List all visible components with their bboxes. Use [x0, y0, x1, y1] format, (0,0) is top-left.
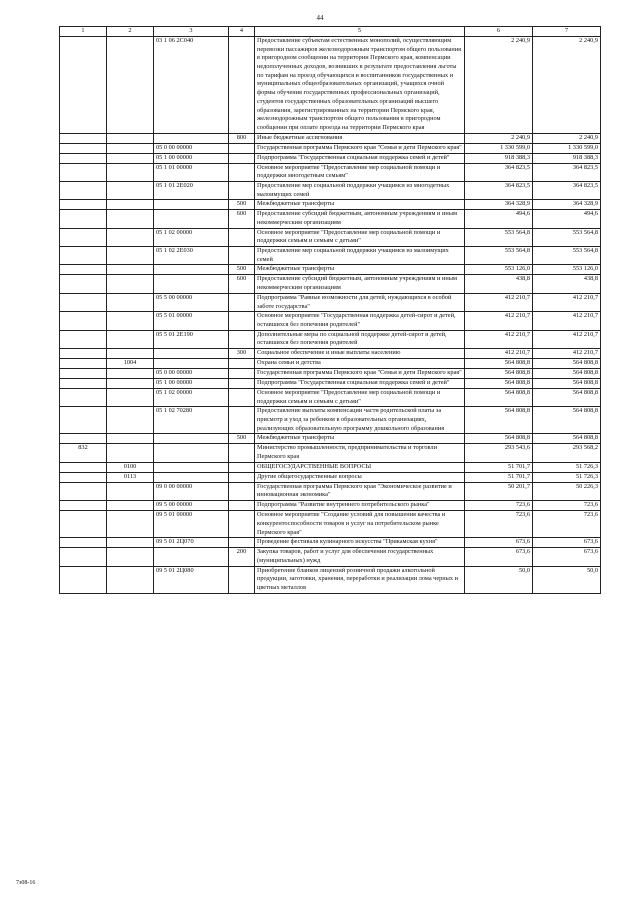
ministry-code [60, 275, 107, 293]
amount-col-6: 673,6 [465, 548, 533, 566]
amount-col-7: 364 328,9 [533, 200, 601, 210]
amount-col-7: 51 726,3 [533, 462, 601, 472]
section-code [107, 37, 154, 134]
expense-type [229, 181, 255, 199]
ministry-code: 832 [60, 444, 107, 462]
header-col-1: 1 [60, 27, 107, 37]
item-name: Подпрограмма "Государственная социальная поддержка семей и детей" [255, 153, 465, 163]
item-name: Дополнительные меры по социальной поддержке детей-сирот и детей, оставшихся без попечения родителей [255, 330, 465, 348]
target-article [154, 444, 229, 462]
table-row [60, 358, 601, 368]
expense-type [229, 368, 255, 378]
amount-col-6: 564 808,8 [465, 378, 533, 388]
amount-col-6: 564 808,8 [465, 358, 533, 368]
amount-col-7: 51 726,3 [533, 472, 601, 482]
ministry-code [60, 358, 107, 368]
item-name: Другие общегосударственные вопросы [255, 472, 465, 482]
item-name: Основное мероприятие "Предоставление мер социальной помощи и поддержки семьям и семьям с детьми" [255, 388, 465, 406]
table-row [60, 330, 601, 348]
amount-col-6: 364 328,9 [465, 200, 533, 210]
item-name: Государственная программа Пермского края "Семья и дети Пермского края" [255, 368, 465, 378]
amount-col-7: 918 388,3 [533, 153, 601, 163]
target-article: 05 0 00 00000 [154, 143, 229, 153]
expense-type [229, 228, 255, 246]
ministry-code [60, 143, 107, 153]
table-row [60, 37, 601, 134]
item-name: Социальное обеспечение и иные выплаты населению [255, 348, 465, 358]
table-row [60, 482, 601, 500]
amount-col-6: 564 808,8 [465, 388, 533, 406]
amount-col-7: 50 226,3 [533, 482, 601, 500]
expense-type: 500 [229, 434, 255, 444]
amount-col-7: 50,0 [533, 566, 601, 593]
amount-col-6: 2 240,9 [465, 133, 533, 143]
expense-type [229, 538, 255, 548]
table-row [60, 434, 601, 444]
section-code [107, 163, 154, 181]
section-code [107, 200, 154, 210]
ministry-code [60, 181, 107, 199]
section-code [107, 434, 154, 444]
target-article: 05 1 00 00000 [154, 378, 229, 388]
ministry-code [60, 200, 107, 210]
section-code [107, 511, 154, 538]
item-name: Иные бюджетные ассигнования [255, 133, 465, 143]
table-row [60, 153, 601, 163]
table-row [60, 348, 601, 358]
amount-col-6: 553 126,0 [465, 265, 533, 275]
header-col-4: 4 [229, 27, 255, 37]
item-name: Предоставление мер социальной поддержки учащимся из многодетных малоимущих семей [255, 181, 465, 199]
table-row [60, 444, 601, 462]
section-code [107, 501, 154, 511]
target-article: 05 1 02 00000 [154, 228, 229, 246]
header-col-5: 5 [255, 27, 465, 37]
item-name: Проведение фестиваля кулинарного искусства "Прикамская кухня" [255, 538, 465, 548]
page-number: 44 [316, 14, 324, 22]
amount-col-6: 293 543,6 [465, 444, 533, 462]
item-name: Государственная программа Пермского края "Экономическое развитие и инновационная экономика" [255, 482, 465, 500]
target-article [154, 472, 229, 482]
expense-type [229, 330, 255, 348]
item-name: Предоставление выплаты компенсации части родительской платы за присмотр и уход за ребенком в образовательных организациях, реализующих образовательную программу дошкольного образования [255, 407, 465, 434]
ministry-code [60, 312, 107, 330]
ministry-code [60, 163, 107, 181]
item-name: Основное мероприятие "Предоставление мер социальной помощи и поддержки семьям и семьям с детьми" [255, 228, 465, 246]
table-row [60, 388, 601, 406]
section-code [107, 407, 154, 434]
table-row [60, 163, 601, 181]
expense-type [229, 462, 255, 472]
amount-col-6: 2 240,9 [465, 37, 533, 134]
table-row [60, 200, 601, 210]
target-article: 05 1 00 00000 [154, 153, 229, 163]
expense-type [229, 482, 255, 500]
target-article: 09 5 01 2Ц070 [154, 538, 229, 548]
amount-col-7: 412 210,7 [533, 348, 601, 358]
amount-col-6: 412 210,7 [465, 312, 533, 330]
target-article: 05 1 02 00000 [154, 388, 229, 406]
target-article: 05 5 01 00000 [154, 312, 229, 330]
target-article: 05 5 00 00000 [154, 293, 229, 311]
item-name: Министерство промышленности, предпринимательства и торговли Пермского края [255, 444, 465, 462]
target-article [154, 210, 229, 228]
amount-col-7: 438,8 [533, 275, 601, 293]
target-article [154, 348, 229, 358]
expense-type [229, 378, 255, 388]
section-code [107, 228, 154, 246]
ministry-code [60, 330, 107, 348]
expense-type [229, 163, 255, 181]
item-name: Подпрограмма "Государственная социальная поддержка семей и детей" [255, 378, 465, 388]
header-col-3: 3 [154, 27, 229, 37]
target-article: 09 5 01 2Ц080 [154, 566, 229, 593]
target-article [154, 434, 229, 444]
ministry-code [60, 501, 107, 511]
table-row [60, 407, 601, 434]
amount-col-7: 723,6 [533, 511, 601, 538]
item-name: Предоставление субсидий бюджетным, автономным учреждениям и иным некоммерческим организациям [255, 210, 465, 228]
expense-type: 600 [229, 275, 255, 293]
expense-type: 800 [229, 133, 255, 143]
item-name: Государственная программа Пермского края "Семья и дети Пермского края" [255, 143, 465, 153]
amount-col-6: 438,8 [465, 275, 533, 293]
target-article [154, 275, 229, 293]
table-row [60, 312, 601, 330]
expense-type: 500 [229, 265, 255, 275]
table-row [60, 143, 601, 153]
table-row [60, 378, 601, 388]
budget-table [59, 26, 601, 594]
amount-col-7: 723,6 [533, 501, 601, 511]
item-name: Основное мероприятие "Создание условий для повышения качества и конкурентоспособности товаров и услуг на потребительском рынке Пермского края" [255, 511, 465, 538]
amount-col-6: 50 201,7 [465, 482, 533, 500]
section-code [107, 368, 154, 378]
expense-type [229, 312, 255, 330]
ministry-code [60, 482, 107, 500]
table-row [60, 210, 601, 228]
ministry-code [60, 407, 107, 434]
expense-type: 200 [229, 548, 255, 566]
amount-col-7: 412 210,7 [533, 312, 601, 330]
target-article [154, 265, 229, 275]
amount-col-6: 494,6 [465, 210, 533, 228]
target-article: 09 5 01 00000 [154, 511, 229, 538]
footer-code: 7з08-16 [16, 880, 36, 886]
ministry-code [60, 434, 107, 444]
expense-type [229, 358, 255, 368]
ministry-code [60, 265, 107, 275]
table-row [60, 462, 601, 472]
ministry-code [60, 133, 107, 143]
header-col-2: 2 [107, 27, 154, 37]
expense-type [229, 501, 255, 511]
target-article: 03 1 06 2С040 [154, 37, 229, 134]
target-article: 09 0 00 00000 [154, 482, 229, 500]
target-article [154, 200, 229, 210]
expense-type [229, 247, 255, 265]
item-name: Межбюджетные трансферты [255, 200, 465, 210]
ministry-code [60, 472, 107, 482]
section-code [107, 210, 154, 228]
expense-type: 300 [229, 348, 255, 358]
amount-col-6: 553 564,8 [465, 228, 533, 246]
amount-col-7: 564 808,8 [533, 368, 601, 378]
section-code: 0100 [107, 462, 154, 472]
expense-type [229, 293, 255, 311]
expense-type [229, 388, 255, 406]
item-name: Основное мероприятие "Предоставление мер социальной помощи и поддержки многодетным семьям" [255, 163, 465, 181]
table-row [60, 228, 601, 246]
amount-col-6: 364 823,5 [465, 163, 533, 181]
expense-type: 500 [229, 200, 255, 210]
expense-type [229, 472, 255, 482]
amount-col-6: 364 823,5 [465, 181, 533, 199]
amount-col-6: 412 210,7 [465, 330, 533, 348]
section-code [107, 444, 154, 462]
amount-col-6: 51 701,7 [465, 472, 533, 482]
target-article: 05 5 01 2Е190 [154, 330, 229, 348]
amount-col-7: 412 210,7 [533, 293, 601, 311]
amount-col-6: 553 564,8 [465, 247, 533, 265]
section-code [107, 538, 154, 548]
section-code [107, 275, 154, 293]
amount-col-6: 564 808,8 [465, 434, 533, 444]
ministry-code [60, 153, 107, 163]
amount-col-7: 564 808,8 [533, 378, 601, 388]
item-name: Приобретение бланков лицензий розничной продажи алкогольной продукции, заготовки, хранения, переработки и реализации лома черных и цветных металлов [255, 566, 465, 593]
amount-col-7: 564 808,8 [533, 407, 601, 434]
amount-col-6: 51 701,7 [465, 462, 533, 472]
target-article [154, 133, 229, 143]
section-code [107, 133, 154, 143]
ministry-code [60, 368, 107, 378]
item-name: Предоставление субъектам естественных монополий, осуществляющим перевозки пассажиров железнодорожным транспортом общего пользования в пригородном сообщении на территории Пермского края, компенсации недополученных доходов, возникших в результате предоставления льготы по тарифам на проезд обучающихся и воспитанников государственных и муниципальных общеобразовательных организаций, учащихся очной формы обучения государственных профессиональных организаций, студентов государственных образовательных организаций высшего образования, зарегистрированных на территории Пермского края, железнодорожным транспортом общего пользования в пригородном сообщении при оплате проезда на территории Пермского края [255, 37, 465, 134]
item-name: Закупка товаров, работ и услуг для обеспечения государственных (муниципальных) нужд [255, 548, 465, 566]
expense-type [229, 444, 255, 462]
amount-col-7: 1 330 599,0 [533, 143, 601, 153]
expense-type [229, 407, 255, 434]
amount-col-6: 918 388,3 [465, 153, 533, 163]
section-code [107, 348, 154, 358]
table-row [60, 566, 601, 593]
table-row [60, 538, 601, 548]
section-code [107, 388, 154, 406]
amount-col-6: 723,6 [465, 501, 533, 511]
expense-type [229, 511, 255, 538]
section-code [107, 143, 154, 153]
header-col-6: 6 [465, 27, 533, 37]
amount-col-6: 1 330 599,0 [465, 143, 533, 153]
item-name: Подпрограмма "Развитие внутреннего потребительского рынка" [255, 501, 465, 511]
ministry-code [60, 388, 107, 406]
ministry-code [60, 228, 107, 246]
expense-type [229, 143, 255, 153]
item-name: Межбюджетные трансферты [255, 434, 465, 444]
amount-col-7: 2 240,9 [533, 37, 601, 134]
item-name: Предоставление мер социальной поддержки учащимся из малоимущих семей [255, 247, 465, 265]
header-col-7: 7 [533, 27, 601, 37]
amount-col-7: 293 568,2 [533, 444, 601, 462]
item-name: Основное мероприятие "Государственная поддержка детей-сирот и детей, оставшихся без попечения родителей" [255, 312, 465, 330]
ministry-code [60, 210, 107, 228]
amount-col-7: 494,6 [533, 210, 601, 228]
target-article [154, 358, 229, 368]
amount-col-7: 673,6 [533, 548, 601, 566]
table-body [60, 37, 601, 594]
ministry-code [60, 378, 107, 388]
target-article [154, 462, 229, 472]
item-name: ОБЩЕГОСУДАРСТВЕННЫЕ ВОПРОСЫ [255, 462, 465, 472]
target-article [154, 548, 229, 566]
ministry-code [60, 566, 107, 593]
amount-col-6: 564 808,8 [465, 407, 533, 434]
expense-type [229, 153, 255, 163]
amount-col-7: 564 808,8 [533, 434, 601, 444]
target-article: 09 5 00 00000 [154, 501, 229, 511]
section-code: 1004 [107, 358, 154, 368]
target-article: 05 1 01 00000 [154, 163, 229, 181]
item-name: Межбюджетные трансферты [255, 265, 465, 275]
table-row [60, 548, 601, 566]
section-code [107, 181, 154, 199]
amount-col-6: 412 210,7 [465, 348, 533, 358]
target-article: 05 0 00 00000 [154, 368, 229, 378]
ministry-code [60, 247, 107, 265]
section-code: 0113 [107, 472, 154, 482]
item-name: Подпрограмма "Равные возможности для детей, нуждающихся в особой заботе государства" [255, 293, 465, 311]
table-row [60, 275, 601, 293]
amount-col-6: 723,6 [465, 511, 533, 538]
amount-col-6: 564 808,8 [465, 368, 533, 378]
section-code [107, 482, 154, 500]
header-row [60, 27, 601, 37]
amount-col-7: 364 823,5 [533, 163, 601, 181]
table-row [60, 133, 601, 143]
section-code [107, 247, 154, 265]
section-code [107, 153, 154, 163]
table-row [60, 472, 601, 482]
amount-col-7: 412 210,7 [533, 330, 601, 348]
ministry-code [60, 548, 107, 566]
amount-col-7: 564 808,8 [533, 388, 601, 406]
expense-type [229, 37, 255, 134]
table-row [60, 368, 601, 378]
expense-type: 600 [229, 210, 255, 228]
table-row [60, 293, 601, 311]
section-code [107, 378, 154, 388]
target-article: 05 1 02 2Е030 [154, 247, 229, 265]
amount-col-7: 364 823,5 [533, 181, 601, 199]
section-code [107, 566, 154, 593]
target-article: 05 1 02 70280 [154, 407, 229, 434]
amount-col-7: 2 240,9 [533, 133, 601, 143]
section-code [107, 548, 154, 566]
amount-col-6: 50,0 [465, 566, 533, 593]
section-code [107, 293, 154, 311]
item-name: Предоставление субсидий бюджетным, автономным учреждениям и иным некоммерческим организациям [255, 275, 465, 293]
section-code [107, 265, 154, 275]
amount-col-7: 564 808,8 [533, 358, 601, 368]
section-code [107, 312, 154, 330]
amount-col-7: 673,6 [533, 538, 601, 548]
expense-type [229, 566, 255, 593]
table-row [60, 265, 601, 275]
ministry-code [60, 37, 107, 134]
table-row [60, 247, 601, 265]
amount-col-7: 553 564,8 [533, 228, 601, 246]
item-name: Охрана семьи и детства [255, 358, 465, 368]
table-row [60, 181, 601, 199]
table-row [60, 511, 601, 538]
amount-col-6: 673,6 [465, 538, 533, 548]
amount-col-6: 412 210,7 [465, 293, 533, 311]
ministry-code [60, 293, 107, 311]
target-article: 05 1 01 2Е020 [154, 181, 229, 199]
amount-col-7: 553 564,8 [533, 247, 601, 265]
ministry-code [60, 511, 107, 538]
ministry-code [60, 348, 107, 358]
ministry-code [60, 538, 107, 548]
amount-col-7: 553 126,0 [533, 265, 601, 275]
ministry-code [60, 462, 107, 472]
section-code [107, 330, 154, 348]
table-row [60, 501, 601, 511]
